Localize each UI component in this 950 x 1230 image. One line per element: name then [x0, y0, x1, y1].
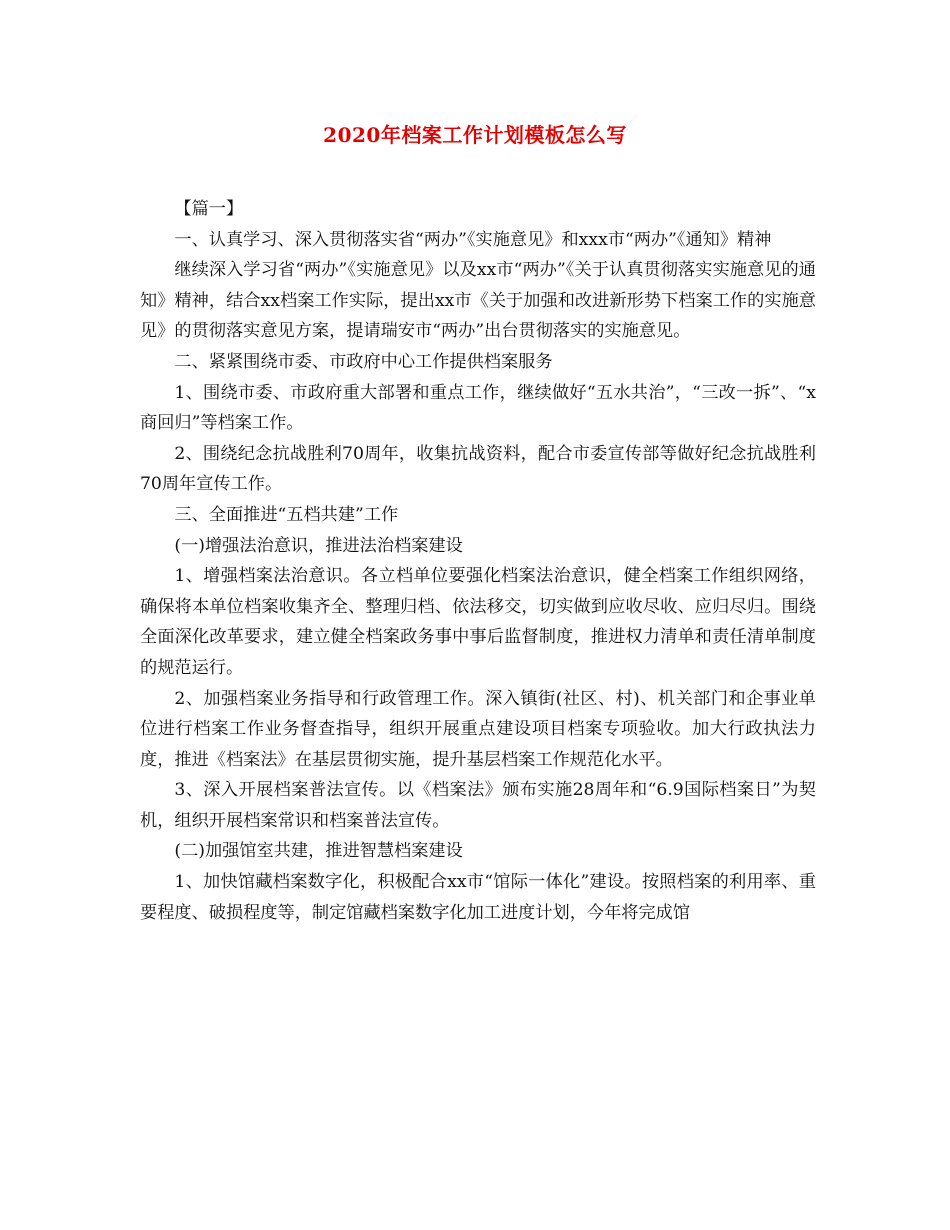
paragraph: 二、紧紧围绕市委、市政府中心工作提供档案服务: [174, 351, 553, 372]
section-heading-part-one: 【篇一】: [174, 199, 244, 219]
paragraph: 1、围绕市委、市政府重大部署和重点工作，继续做好“五水共治”，“三改一拆”、“x商回归”等档案工作。: [140, 382, 816, 434]
document-title: 2020年档案工作计划模板怎么写: [323, 123, 627, 147]
paragraph: 3、深入开展档案普法宣传。以《档案法》颁布实施28周年和“6.9国际档案日”为契机，组织开展档案常识和档案普法宣传。: [140, 780, 816, 831]
paragraph: (一)增强法治意识，推进法治档案建设: [174, 535, 463, 556]
paragraph: 2、加强档案业务指导和行政管理工作。深入镇街(社区、村)、机关部门和企事业单位进行档案工作业务督查指导，组织开展重点建设项目档案专项验收。加大行政执法力度，推进《档案法》在基层贯彻实施，提升基层档案工作规范化水平。: [140, 688, 816, 770]
paragraph: 三、全面推进“五档共建”工作: [174, 504, 399, 525]
paragraph: 继续深入学习省“两办”《实施意见》以及xx市“两办”《关于认真贯彻落实实施意见的通知》精神，结合xx档案工作实际，提出xx市《关于加强和改进新形势下档案工作的实施意见》的贯彻落实意见方案，提请瑞安市“两办”出台贯彻落实的实施意见。: [140, 260, 816, 342]
document-body: [140, 194, 816, 928]
paragraph: (二)加强馆室共建，推进智慧档案建设: [174, 841, 463, 862]
paragraph: 1、增强档案法治意识。各立档单位要强化档案法治意识，健全档案工作组织网络，确保将本单位档案收集齐全、整理归档、依法移交，切实做到应收尽收、应归尽归。围绕全面深化改革要求，建立健全档案政务事中事后监督制度，推进权力清单和责任清单制度的规范运行。: [140, 566, 816, 678]
paragraph: 一、认真学习、深入贯彻落实省“两办”《实施意见》和xxx市“两办”《通知》精神: [174, 229, 772, 250]
paragraph: 2、围绕纪念抗战胜利70周年，收集抗战资料，配合市委宣传部等做好纪念抗战胜利70周年宣传工作。: [140, 443, 816, 495]
paragraph: 1、加快馆藏档案数字化，积极配合xx市“馆际一体化”建设。按照档案的利用率、重要程度、破损程度等，制定馆藏档案数字化加工进度计划，今年将完成馆: [140, 872, 816, 923]
